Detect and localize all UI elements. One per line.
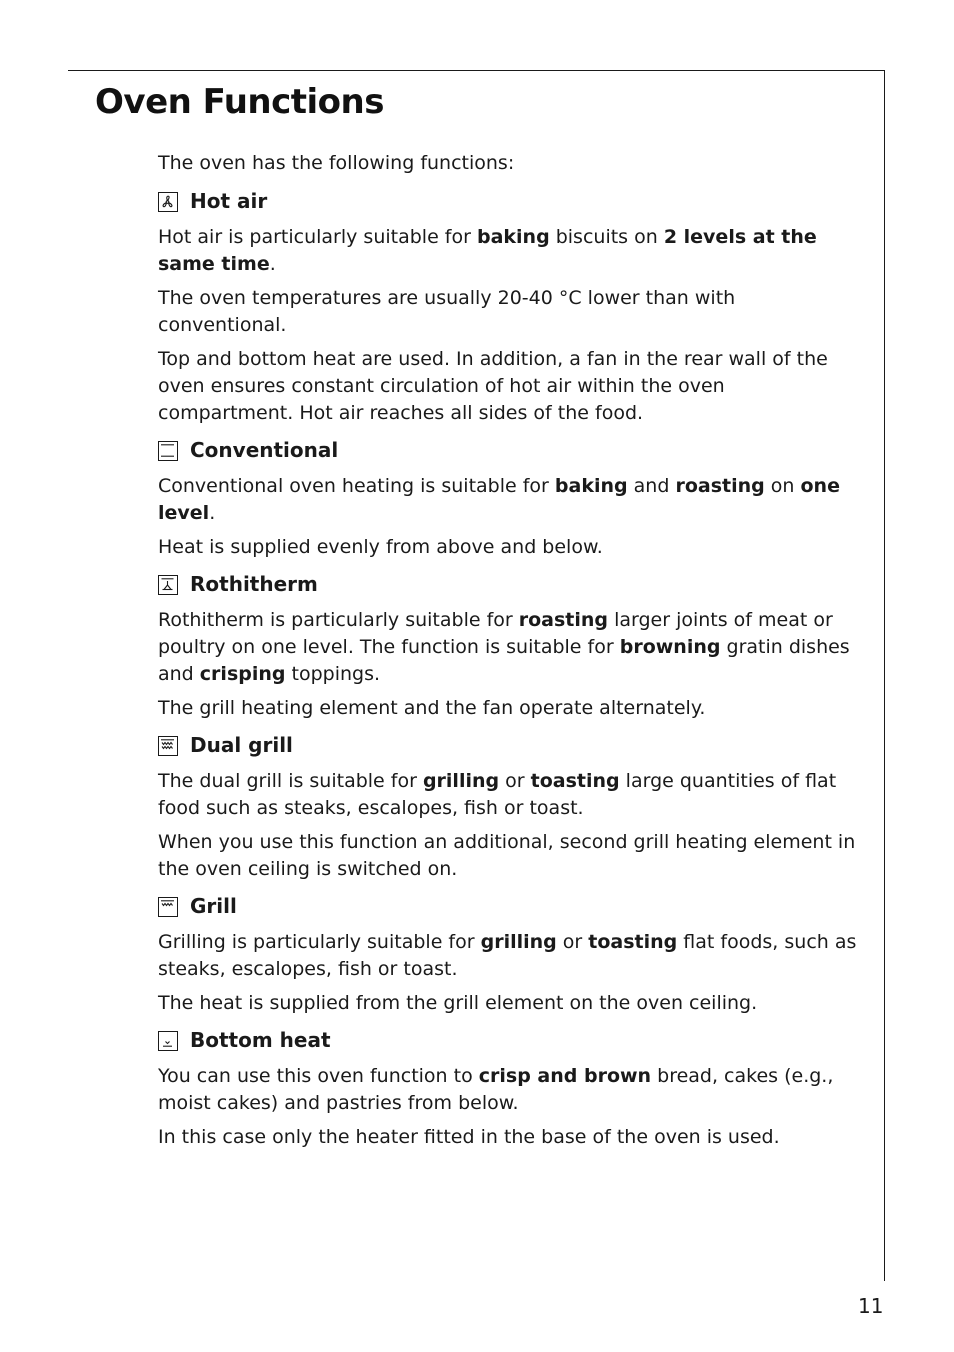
section-title: Rothitherm bbox=[190, 572, 318, 596]
text-run: toppings. bbox=[285, 663, 381, 685]
paragraph bbox=[158, 768, 858, 822]
section-rothitherm bbox=[158, 571, 858, 722]
section-conventional bbox=[158, 437, 858, 561]
paragraph bbox=[158, 224, 858, 278]
page-number: 11 bbox=[858, 1294, 884, 1318]
emphasis: grilling bbox=[422, 770, 500, 792]
emphasis: roasting bbox=[675, 475, 765, 497]
paragraph: The grill heating element and the fan operate alternately. bbox=[158, 697, 706, 719]
text-run: larger joints of meat or poultry on one level. The function is suitable for bbox=[158, 609, 833, 658]
section-bottom-heat bbox=[158, 1027, 858, 1151]
text-run: bread, cakes (e.g., moist cakes) and pastries from below. bbox=[158, 1065, 834, 1114]
section-hot-air bbox=[158, 188, 858, 427]
top-bottom-heat-icon bbox=[158, 441, 178, 461]
paragraph bbox=[158, 607, 858, 688]
rothitherm-icon bbox=[158, 575, 178, 595]
text-run: Conventional oven heating is suitable for bbox=[158, 475, 555, 497]
section-heading bbox=[158, 893, 858, 920]
section-heading bbox=[158, 732, 858, 759]
paragraph: Top and bottom heat are used. In addition, a fan in the rear wall of the oven ensures constant circulation of hot air within the oven compartment. Hot air reaches all sides of the food. bbox=[158, 348, 828, 424]
text-run: and bbox=[627, 475, 676, 497]
text-run: biscuits on bbox=[549, 226, 664, 248]
emphasis: toasting bbox=[588, 931, 678, 953]
dual-grill-icon bbox=[158, 736, 178, 756]
text-run: Hot air is particularly suitable for bbox=[158, 226, 477, 248]
section-title: Grill bbox=[190, 894, 237, 918]
bottom-heat-icon bbox=[158, 1031, 178, 1051]
text-run: . bbox=[269, 253, 276, 275]
text-run: or bbox=[499, 770, 531, 792]
emphasis: baking bbox=[554, 475, 628, 497]
text-run: on bbox=[764, 475, 801, 497]
text-run: Rothitherm is particularly suitable for bbox=[158, 609, 519, 631]
emphasis: grilling bbox=[480, 931, 557, 953]
paragraph: When you use this function an additional, second grill heating element in the oven ceiling is switched on. bbox=[158, 831, 856, 880]
emphasis: baking bbox=[476, 226, 550, 248]
paragraph: In this case only the heater fitted in the base of the oven is used. bbox=[158, 1126, 780, 1148]
emphasis: browning bbox=[619, 636, 721, 658]
section-heading bbox=[158, 437, 858, 464]
top-rule bbox=[68, 70, 885, 71]
text-run: The dual grill is suitable for bbox=[158, 770, 423, 792]
emphasis: one level bbox=[158, 475, 840, 524]
paragraph bbox=[158, 473, 858, 527]
text-run: or bbox=[556, 931, 589, 953]
section-title: Dual grill bbox=[190, 733, 293, 757]
main-content bbox=[158, 150, 858, 1161]
section-heading bbox=[158, 571, 858, 598]
fan-icon bbox=[158, 192, 178, 212]
section-heading bbox=[158, 1027, 858, 1054]
text-run: Grilling is particularly suitable for bbox=[158, 931, 481, 953]
text-run: flat foods, such as steaks, escalopes, fish or toast. bbox=[158, 931, 857, 980]
text-run: . bbox=[209, 502, 216, 524]
section-title: Bottom heat bbox=[190, 1028, 331, 1052]
paragraph bbox=[158, 929, 858, 983]
section-grill bbox=[158, 893, 858, 1017]
emphasis: crisping bbox=[199, 663, 286, 685]
section-dual-grill bbox=[158, 732, 858, 883]
section-heading bbox=[158, 188, 858, 215]
emphasis: 2 levels at the same time bbox=[158, 226, 817, 275]
grill-icon bbox=[158, 897, 178, 917]
paragraph bbox=[158, 1063, 858, 1117]
text-run: large quantities of flat food such as steaks, escalopes, fish or toast. bbox=[158, 770, 837, 819]
emphasis: roasting bbox=[518, 609, 609, 631]
right-rule bbox=[884, 70, 885, 1281]
intro-text: The oven has the following functions: bbox=[158, 152, 515, 174]
paragraph: The oven temperatures are usually 20-40 °C lower than with conventional. bbox=[158, 287, 736, 336]
emphasis: crisp and brown bbox=[478, 1065, 652, 1087]
section-title: Conventional bbox=[190, 438, 339, 462]
text-run: gratin dishes and bbox=[158, 636, 850, 685]
section-title: Hot air bbox=[190, 189, 268, 213]
text-run: You can use this oven function to bbox=[158, 1065, 479, 1087]
page-title: Oven Functions bbox=[95, 82, 384, 122]
emphasis: toasting bbox=[530, 770, 620, 792]
paragraph: The heat is supplied from the grill element on the oven ceiling. bbox=[158, 992, 758, 1014]
paragraph: Heat is supplied evenly from above and below. bbox=[158, 536, 603, 558]
